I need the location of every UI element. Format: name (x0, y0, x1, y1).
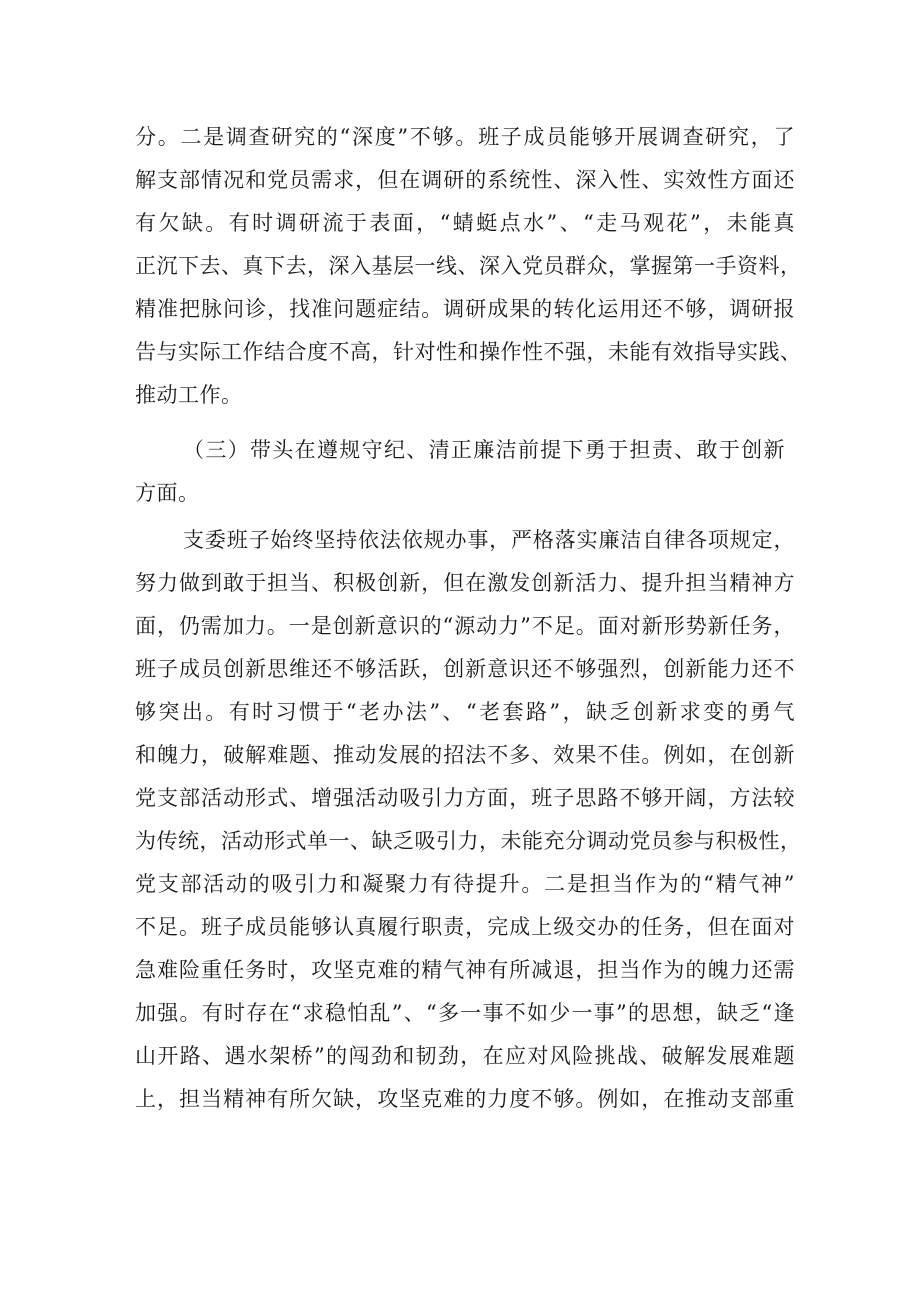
text-line: 努力做到敢于担当、积极创新，但在激发创新活力、提升担当精神方 (135, 571, 795, 595)
text-line: 分。二是调查研究的“深度”不够。班子成员能够开展调查研究，了 (135, 125, 795, 149)
text-line: 班子成员创新思维还不够活跃，创新意识还不够强烈，创新能力还不 (135, 657, 795, 681)
section-heading: （三）带头在遵规守纪、清正廉洁前提下勇于担责、敢于创新 (183, 438, 785, 462)
text-line: 支委班子始终坚持依法依规办事，严格落实廉洁自律各项规定， (183, 528, 795, 552)
text-line: 解支部情况和党员需求，但在调研的系统性、深入性、实效性方面还 (135, 168, 795, 192)
text-line: 够突出。有时习惯于“老办法”、“老套路”，缺乏创新求变的勇气 (135, 700, 795, 724)
text-line: 上，担当精神有所欠缺，攻坚克难的力度不够。例如，在推动支部重 (135, 1087, 795, 1111)
text-line: 为传统，活动形式单一、缺乏吸引力，未能充分调动党员参与积极性， (135, 829, 802, 853)
text-line: 有欠缺。有时调研流于表面，“蜻蜓点水”、“走马观花”，未能真 (135, 211, 795, 235)
text-line: 推动工作。 (135, 383, 243, 407)
text-line: 不足。班子成员能够认真履行职责，完成上级交办的任务，但在面对 (135, 915, 795, 939)
section-heading: 方面。 (135, 481, 200, 505)
text-line: 党支部活动形式、增强活动吸引力方面，班子思路不够开阔，方法较 (135, 786, 795, 810)
text-line: 和魄力，破解难题、推动发展的招法不多、效果不佳。例如，在创新 (135, 743, 795, 767)
text-line: 正沉下去、真下去，深入基层一线、深入党员群众，掌握第一手资料， (135, 254, 802, 278)
text-line: 山开路、遇水架桥”的闯劲和韧劲，在应对风险挑战、破解发展难题 (135, 1044, 795, 1068)
text-line: 党支部活动的吸引力和凝聚力有待提升。二是担当作为的“精气神” (135, 872, 795, 896)
text-line: 急难险重任务时，攻坚克难的精气神有所减退，担当作为的魄力还需 (135, 958, 795, 982)
text-line: 面，仍需加力。一是创新意识的“源动力”不足。面对新形势新任务， (135, 614, 795, 638)
text-line: 告与实际工作结合度不高，针对性和操作性不强，未能有效指导实践、 (135, 340, 802, 364)
text-line: 加强。有时存在“求稳怕乱”、“多一事不如少一事”的思想，缺乏“逢 (135, 1001, 795, 1025)
text-line: 精准把脉问诊，找准问题症结。调研成果的转化运用还不够，调研报 (135, 297, 795, 321)
